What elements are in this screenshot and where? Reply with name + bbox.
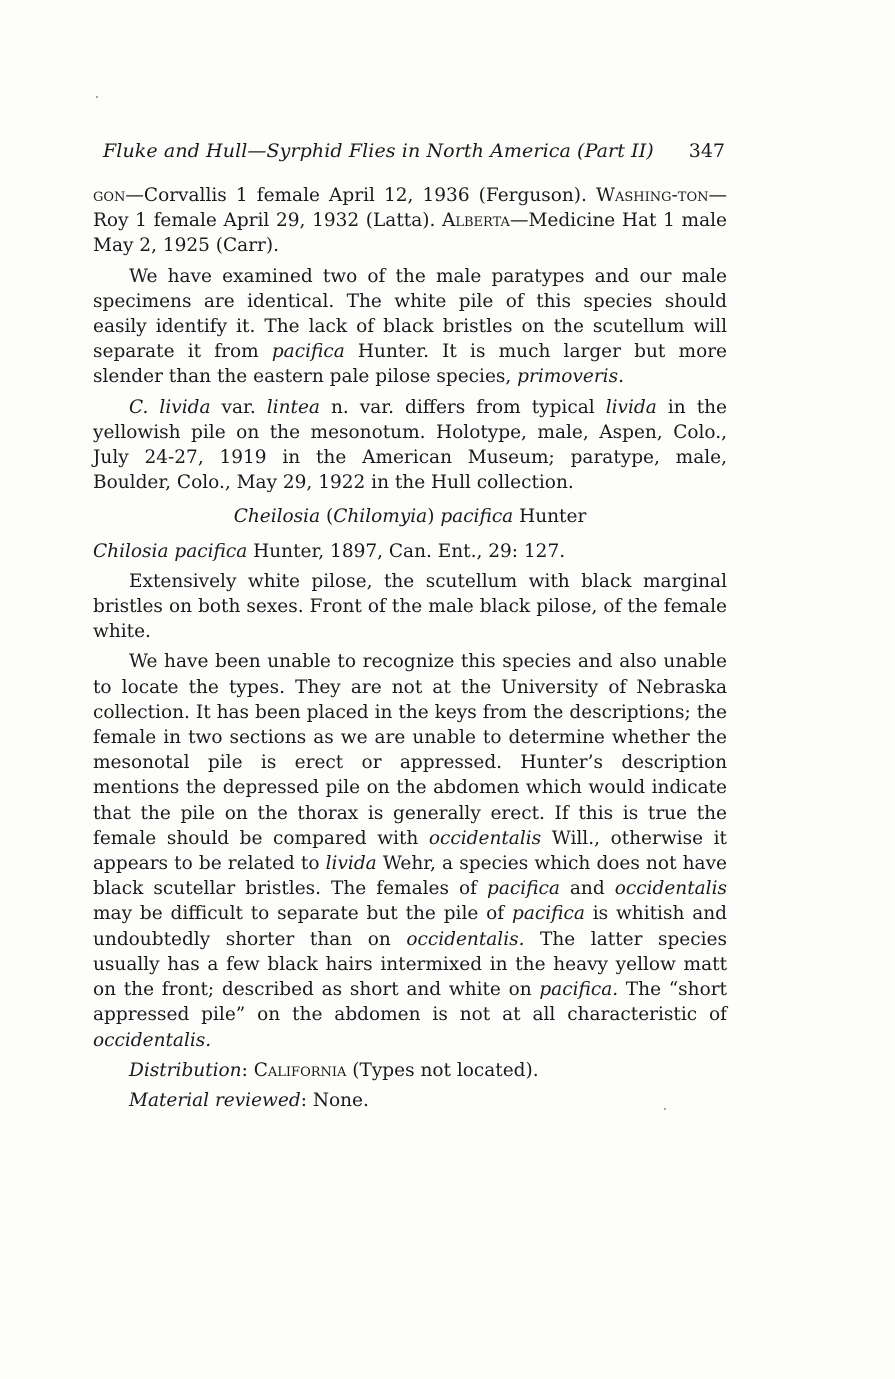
variety-name: lintea	[266, 396, 320, 418]
paragraph-text: and	[559, 878, 615, 900]
material-text: None.	[312, 1089, 369, 1111]
synonymy-citation	[93, 539, 727, 564]
label-colon: :	[241, 1059, 254, 1081]
species-name: pacifica	[511, 903, 585, 925]
paragraph-text: is whitish and undoubtedly shorter than on	[93, 903, 727, 950]
author-name: Hunter	[513, 506, 587, 528]
citation-text: Hunter, 1897, Can. Ent., 29: 127.	[247, 540, 566, 562]
species-name: occidentalis	[614, 878, 727, 900]
paper-speck	[664, 1108, 666, 1110]
paragraph-text: may be difficult to separate but the pile of	[93, 903, 512, 925]
paragraph-text: in the yellowish pile on the mesonotum. Holotype, male, Aspen, Colo., July 24-27, 1919 in the American Museum; paratype, male, Boulder, Colo., May 29, 1922 in the Hull collection.	[93, 396, 728, 494]
species-name: primoveris.	[517, 366, 624, 388]
state-name-california: California	[253, 1059, 347, 1081]
paragraph-text: var.	[210, 396, 267, 418]
subgenus-name: Chilomyia	[333, 506, 428, 528]
paragraph-text: Hunter. It is much larger but more slender than the eastern pale pilose species,	[93, 341, 727, 388]
species-name: occidentalis.	[406, 928, 525, 950]
distribution-label: Distribution	[129, 1059, 242, 1081]
heading-text: )	[427, 506, 441, 528]
paragraph-text: —Corvallis 1 female April 12, 1936 (Ferguson).	[125, 185, 596, 206]
paragraph-text: Will., otherwise it appears to be related to	[93, 827, 727, 875]
province-name-alberta: Alberta	[441, 210, 510, 232]
species-name: livida	[325, 853, 377, 875]
diagnosis-paragraph	[93, 569, 727, 645]
species-name: pacifica	[487, 878, 560, 900]
species-heading	[93, 504, 727, 529]
state-name-oregon-tail: gon	[93, 185, 126, 206]
paragraph-text: Wehr, a species which does not have black scutellar bristles. The females of	[93, 853, 727, 900]
label-colon: :	[300, 1089, 313, 1111]
heading-text: (	[320, 506, 334, 528]
paragraph-text: —Roy 1 female April 29, 1932 (Latta).	[93, 185, 727, 232]
species-name: occidentalis	[428, 827, 542, 849]
species-name: C. livida	[129, 396, 211, 418]
distribution-text: (Types not located).	[346, 1059, 539, 1081]
running-head	[103, 138, 725, 164]
locality-records-paragraph	[93, 183, 727, 259]
paragraph-text: We have been unable to recognize this species and also unable to locate the types. They are not at the University of Nebraska collection. It has been placed in the keys from the descriptions; the female in two sections as we are unable to determine whether the mesonotal pile is erect or appressed. Hunter’s description mentions the depressed pile on the abdomen which would indicate that the pile on the thorax is generally erect. If this is true the female should be compared with	[93, 651, 727, 849]
material-label: Material reviewed	[129, 1089, 301, 1111]
paper-speck	[96, 96, 98, 98]
distribution-line	[93, 1058, 727, 1083]
species-name: pacifica	[271, 341, 345, 363]
article-body	[93, 183, 727, 1113]
species-name: occidentalis.	[93, 1029, 212, 1051]
state-name-washington: Washing-ton	[596, 185, 709, 206]
genus-name: Cheilosia	[233, 506, 321, 528]
paragraph-text: n. var. differs from typical	[319, 396, 606, 418]
page-number: 347	[688, 140, 725, 162]
discussion-paragraph	[93, 649, 727, 1052]
paratype-remarks-paragraph	[93, 264, 727, 390]
synonym-name: Chilosia pacifica	[93, 540, 248, 562]
species-name: pacifica	[440, 506, 514, 528]
species-name: pacifica.	[539, 979, 619, 1001]
new-variety-paragraph	[93, 395, 727, 496]
paragraph-text: Extensively white pilose, the scutellum with black marginal bristles on both sexes. Front of the male black pilose, of the female white.	[93, 570, 727, 643]
paragraph-text: —Medicine Hat 1 male May 2, 1925 (Carr).	[93, 210, 727, 257]
paragraph-text: The latter species usually has a few black hairs intermixed in the heavy yellow matt on the front; described as short and white on	[93, 928, 727, 1001]
paragraph-text: We have examined two of the male paratypes and our male specimens are identical. The white pile of this species should easily identify it. The lack of black bristles on the scutellum will separate it from	[93, 265, 727, 363]
paragraph-text: The “short appressed pile” on the abdomen is not at all characteristic of	[93, 979, 727, 1026]
running-head-title: Fluke and Hull—Syrphid Flies in North America (Part II)	[103, 140, 654, 162]
species-name: livida	[605, 396, 657, 418]
material-reviewed-line	[93, 1088, 727, 1113]
